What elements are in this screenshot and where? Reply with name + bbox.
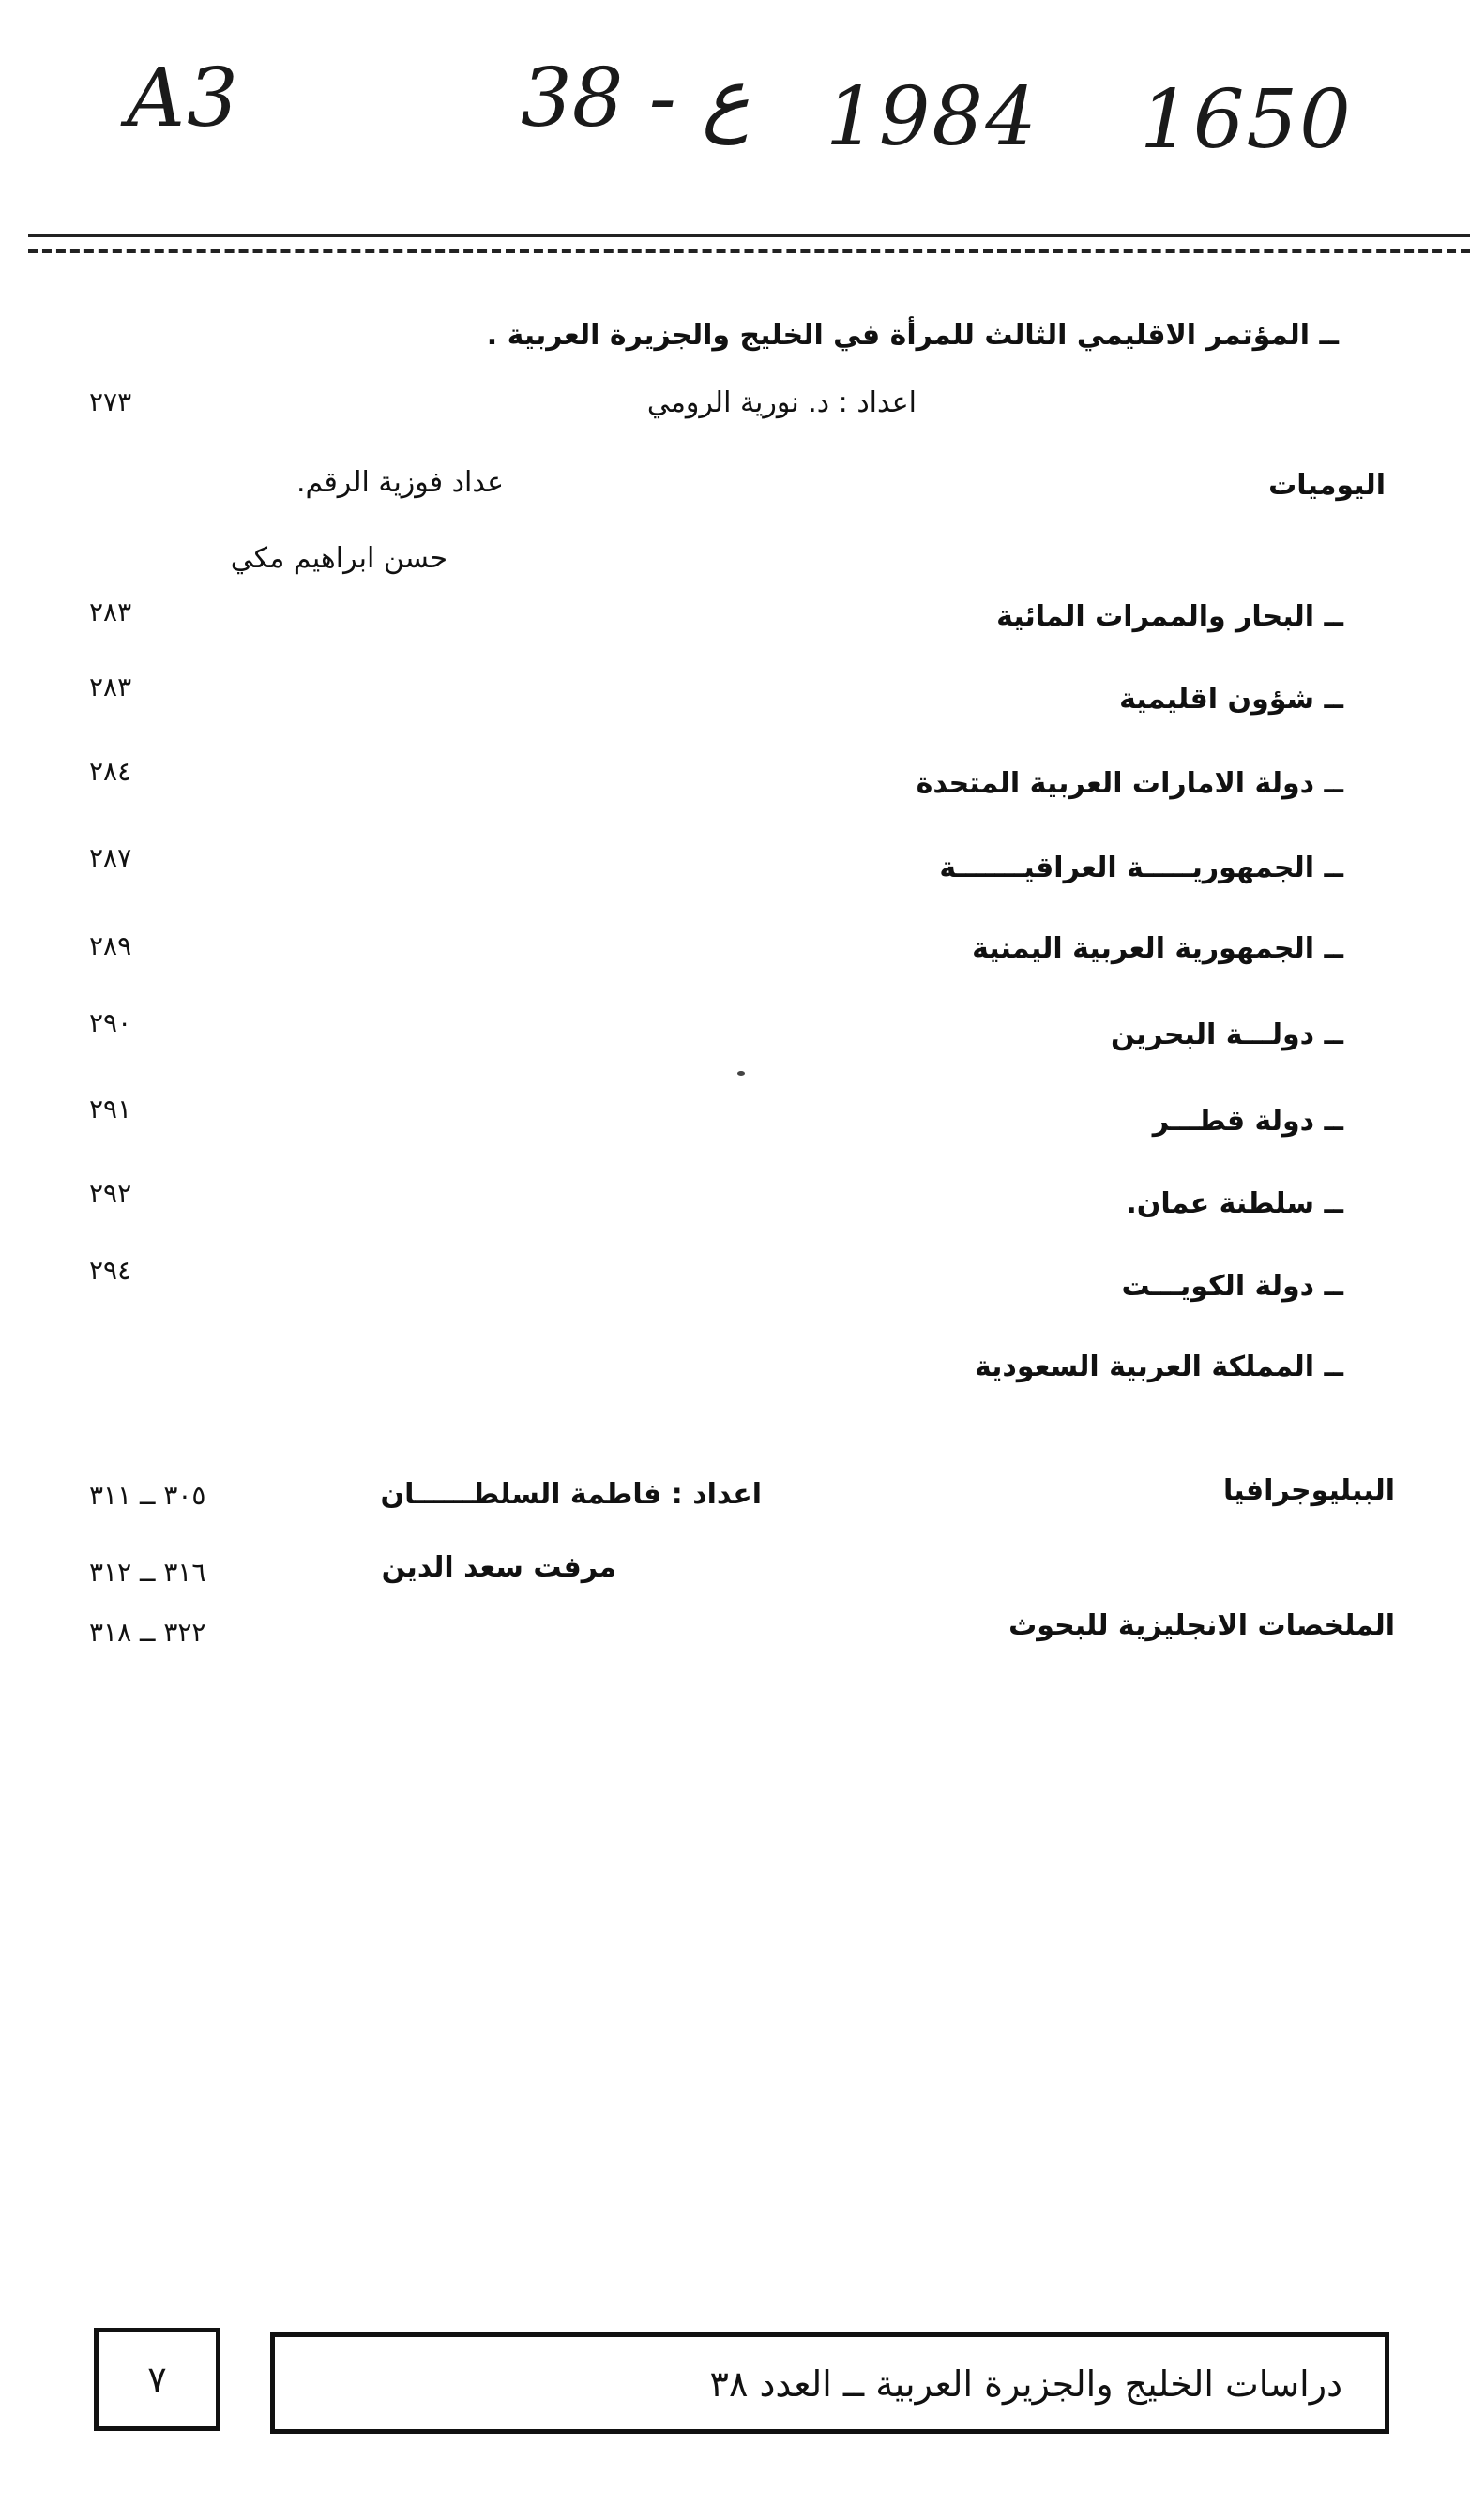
list-item-page: ٢٩٤ [89,1255,132,1286]
list-item-page: ٢٩٢ [89,1178,132,1209]
diaries-author: عداد فوزية الرقم. [296,466,504,499]
list-item-page: ٢٨٩ [89,930,132,961]
list-item: ــ دولة الامارات العربية المتحدة [916,767,1343,800]
list-item: ــ دولة قطـــر [1152,1105,1343,1138]
list-item: ــ سلطنة عمان. [1126,1187,1343,1220]
conference-title: ــ المؤتمر الاقليمي الثالث للمرأة في الخليج والجزيرة العربية . [486,319,1339,352]
abstracts-heading: الملخصات الانجليزية للبحوث [1008,1609,1395,1642]
footer-journal-box [270,2332,1389,2434]
list-item: ــ المملكة العربية السعودية [974,1351,1343,1383]
handwritten-issue: 38 - ع [521,52,750,145]
list-item-page: ٢٨٣ [89,596,132,627]
diaries-heading: اليوميات [1268,469,1386,502]
bibliography-co-author: مرفت سعد الدين [381,1551,616,1584]
scan-speck [737,1071,745,1076]
bibliography-range: ٣٠٥ ــ ٣١١ [89,1480,206,1511]
bibliography-co-range: ٣١٦ ــ ٣١٢ [89,1557,206,1588]
header-rule-dashed [28,249,1470,253]
list-item-page: ٢٨٣ [89,671,132,702]
list-item-page: ٢٨٤ [89,756,132,787]
list-item: ــ شؤون اقليمية [1119,683,1343,716]
journal-title: دراسات الخليج والجزيرة العربية ــ العدد ٣٨ [709,2363,1342,2405]
footer-page-box [94,2328,220,2431]
handwritten-number: 1650 [1140,73,1353,167]
bibliography-author: اعداد : فاطمة السلطــــــان [380,1478,762,1511]
bibliography-heading: الببليوجرافيا [1222,1474,1395,1507]
header-rule-solid [28,234,1470,237]
handwritten-year: 1984 [826,70,1038,164]
list-item: ــ البحار والممرات المائية [996,600,1343,633]
page-number: ٧ [147,2359,167,2400]
list-item: ــ الجمهوريـــــة العراقيـــــــة [939,852,1343,884]
list-item-page: ٢٨٧ [89,842,132,873]
diaries-co-author: حسن ابراهيم مكي [230,542,447,575]
list-item-page: ٢٩٠ [89,1007,132,1038]
list-item: ــ الجمهورية العربية اليمنية [972,932,1343,965]
conference-author: اعداد : د. نورية الرومي [646,386,917,419]
list-item: ــ دولة الكويـــت [1121,1270,1343,1303]
handwritten-a3: A3 [127,52,240,145]
list-item-page: ٢٩١ [89,1094,132,1124]
abstracts-range: ٣٢٢ ــ ٣١٨ [89,1617,206,1648]
conference-page: ٢٧٣ [89,386,132,417]
list-item: ــ دولـــة البحرين [1111,1019,1343,1051]
